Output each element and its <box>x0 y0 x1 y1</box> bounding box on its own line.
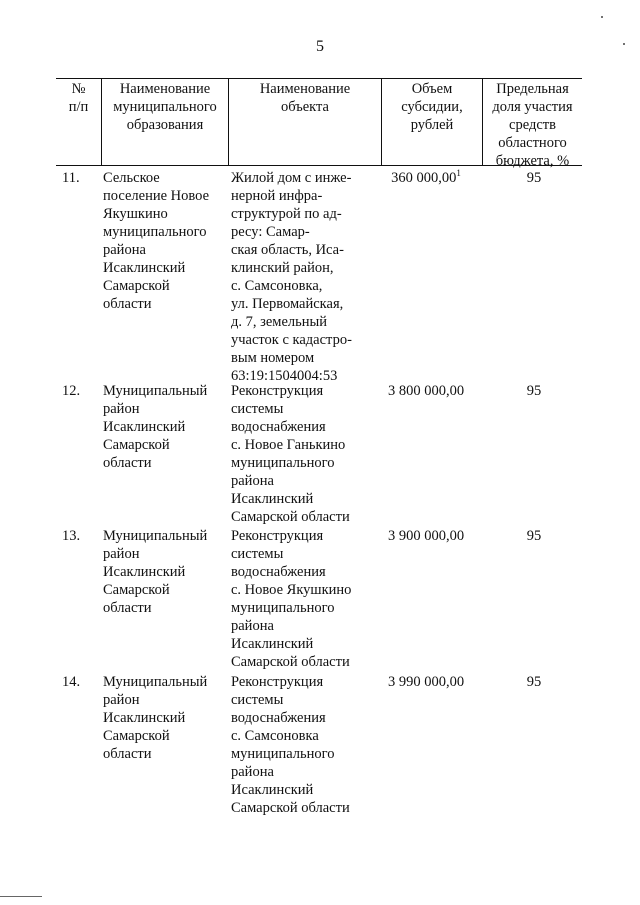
header-cell-municipality: Наименование муниципального образования <box>113 81 217 133</box>
row-municipality: Муниципальный район Исаклинский Самарской области <box>103 383 208 471</box>
header-cell-amount: Объем субсидии, рублей <box>401 81 463 133</box>
row-number: 12. <box>62 383 81 399</box>
page-number: 5 <box>316 38 324 55</box>
row-share: 95 <box>526 170 542 186</box>
row-number: 11. <box>62 170 80 186</box>
row-amount: 3 800 000,00 <box>387 383 465 399</box>
row-object: Реконструкция системы водоснабжения с. Новое Якушкино муниципального района Исаклинский Самарской области <box>231 528 352 670</box>
footnote-marker: 1 <box>456 168 461 179</box>
header-cell-object: Наименование объекта <box>259 81 351 115</box>
row-share: 95 <box>526 528 542 544</box>
scan-edge-line <box>0 896 42 897</box>
header-cell-number: № п/п <box>68 81 89 115</box>
row-object: Жилой дом с инже- нерной инфра- структурой по ад- ресу: Самар- ская область, Иса- клинский район, с. Самсоновка, ул. Первомайская, д. 7, земельный участок с кадастро- вым номером 63:19:1504004:53 <box>231 170 352 384</box>
scan-speck <box>601 16 603 18</box>
row-municipality: Муниципальный район Исаклинский Самарской области <box>103 674 208 762</box>
row-number: 14. <box>62 674 81 690</box>
row-amount: 360 000,00$^1$ <box>391 168 461 186</box>
row-object: Реконструкция системы водоснабжения с. Новое Ганькино муниципального района Исаклинский Самарской области <box>231 383 350 525</box>
row-amount: 3 900 000,00 <box>387 528 465 544</box>
row-share: 95 <box>526 674 542 690</box>
row-municipality: Муниципальный район Исаклинский Самарской области <box>103 528 208 616</box>
row-municipality: Сельское поселение Новое Якушкино муниципального района Исаклинский Самарской области <box>103 170 210 312</box>
row-share: 95 <box>526 383 542 399</box>
row-object: Реконструкция системы водоснабжения с. Самсоновка муниципального района Исаклинский Самарской области <box>231 674 350 816</box>
scan-speck <box>623 43 625 45</box>
row-amount: 3 990 000,00 <box>387 674 465 690</box>
row-number: 13. <box>62 528 81 544</box>
table-header <box>56 78 582 169</box>
header-cell-share: Предельная доля участия средств областного бюджета, % <box>492 81 573 169</box>
